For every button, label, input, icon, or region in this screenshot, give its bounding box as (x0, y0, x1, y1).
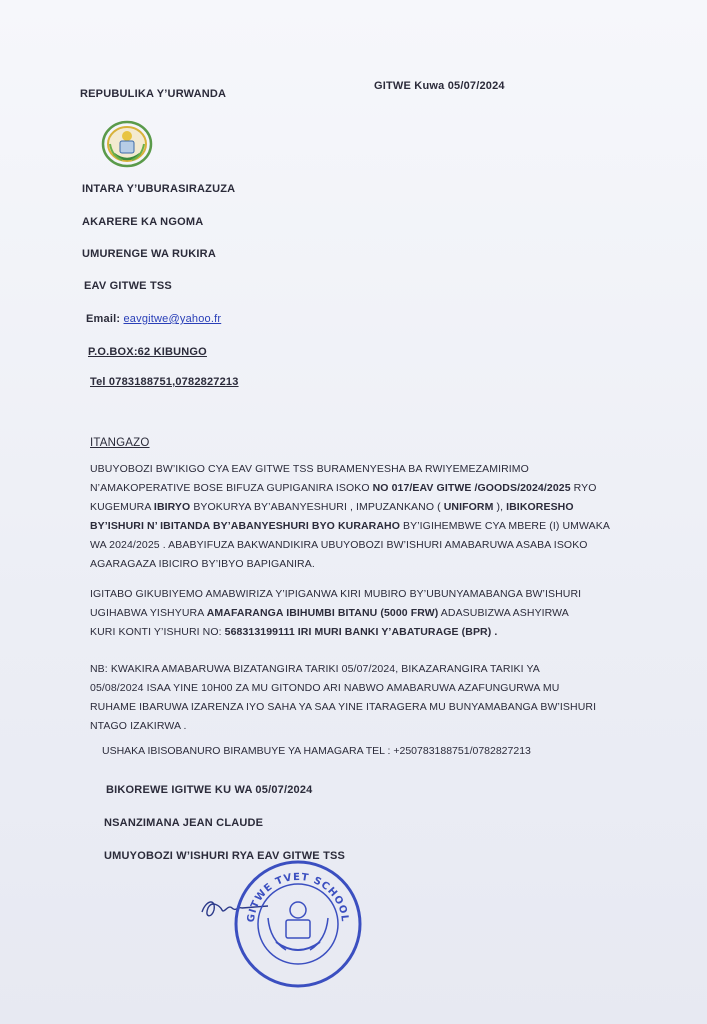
para2-line: KURI KONTI Y’ISHURI NO: 568313199111 IRI MURI BANKI Y’ABATURAGE (BPR) . (90, 626, 498, 638)
contact-line: USHAKA IBISOBANURO BIRAMBUYE YA HAMAGARA TEL : +250783188751/0782827213 (102, 745, 531, 757)
school-stamp-icon (232, 858, 364, 990)
para2-line: IGITABO GIKUBIYEMO AMABWIRIZA Y’IPIGANWA KIRI MUBIRO BY’UBUNYAMABANGA BW’ISHURI (90, 588, 582, 600)
coat-of-arms-seal-icon (100, 120, 154, 168)
email-label: Email: (86, 313, 121, 325)
svg-text:GITWE TVET SCHOOL: GITWE TVET SCHOOL (245, 871, 351, 924)
paragraph-tender-document (90, 585, 650, 642)
para1-line: N’AMAKOPERATIVE BOSE BIFUZA GUPIGANIRA ISOKO NO 017/EAV GITWE /GOODS/2024/2025 RYO (90, 482, 597, 494)
para2-line: UGIHABWA YISHYURA AMAFARANGA IBIHUMBI BITANU (5000 FRW) ADASUBIZWA ASHYIRWA (90, 607, 569, 619)
signatory-name: NSANZIMANA JEAN CLAUDE (104, 817, 264, 829)
paragraph-deadline-note (90, 660, 650, 736)
tel-line: Tel 0783188751,0782827213 (90, 376, 239, 388)
para3-line: RUHAME IBARUWA IZARENZA IYO SAHA YA SAA YINE ITARAGERA MU BUNYAMABANGA BW’ISHURI (90, 701, 597, 713)
para3-line: NTAGO IZAKIRWA . (90, 720, 187, 732)
school-line: EAV GITWE TSS (84, 280, 172, 292)
republic-header: REPUBULIKA Y’URWANDA (80, 88, 227, 100)
email-line (86, 313, 221, 325)
signatory-role: UMUYOBOZI W’ISHURI RYA EAV GITWE TSS (104, 850, 346, 862)
para1-line: AGARAGAZA IBICIRO BY’IBYO BAPIGANIRA. (90, 558, 315, 570)
sector-line: UMURENGE WA RUKIRA (82, 248, 216, 260)
done-at-line: BIKOREWE IGITWE KU WA 05/07/2024 (106, 784, 313, 796)
para1-line: BY’ISHURI N’ IBITANDA BY’ABANYESHURI BYO KURARAHO BY’IGIHEMBWE CYA MBERE (I) UMWAKA (90, 520, 610, 532)
para1-line: WA 2024/2025 . ABABYIFUZA BAKWANDIKIRA UBUYOBOZI BW’ISHURI AMABARUWA ASABA ISOKO (90, 539, 588, 551)
para3-line: 05/08/2024 ISAA YINE 10H00 ZA MU GITONDO ARI NABWO AMABARUWA AZAFUNGURWA MU (90, 682, 560, 694)
district-line: AKARERE KA NGOMA (82, 216, 204, 228)
para3-line: NB: KWAKIRA AMABARUWA BIZATANGIRA TARIKI 05/07/2024, BIKAZARANGIRA TARIKI YA (90, 663, 540, 675)
place-date: GITWE Kuwa 05/07/2024 (374, 80, 505, 92)
para1-line: UBUYOBOZI BW’IKIGO CYA EAV GITWE TSS BURAMENYESHA BA RWIYEMEZAMIRIMO (90, 463, 529, 475)
paragraph-announcement (90, 460, 650, 574)
province-line: INTARA Y’UBURASIRAZUZA (82, 183, 236, 195)
document-title: ITANGAZO (90, 437, 150, 449)
email-link[interactable]: eavgitwe@yahoo.fr (123, 313, 222, 325)
para1-line: KUGEMURA IBIRYO BYOKURYA BY’ABANYESHURI , IMPUZANKANO ( UNIFORM ), IBIKORESHO (90, 501, 574, 513)
pobox-line: P.O.BOX:62 KIBUNGO (88, 346, 207, 358)
